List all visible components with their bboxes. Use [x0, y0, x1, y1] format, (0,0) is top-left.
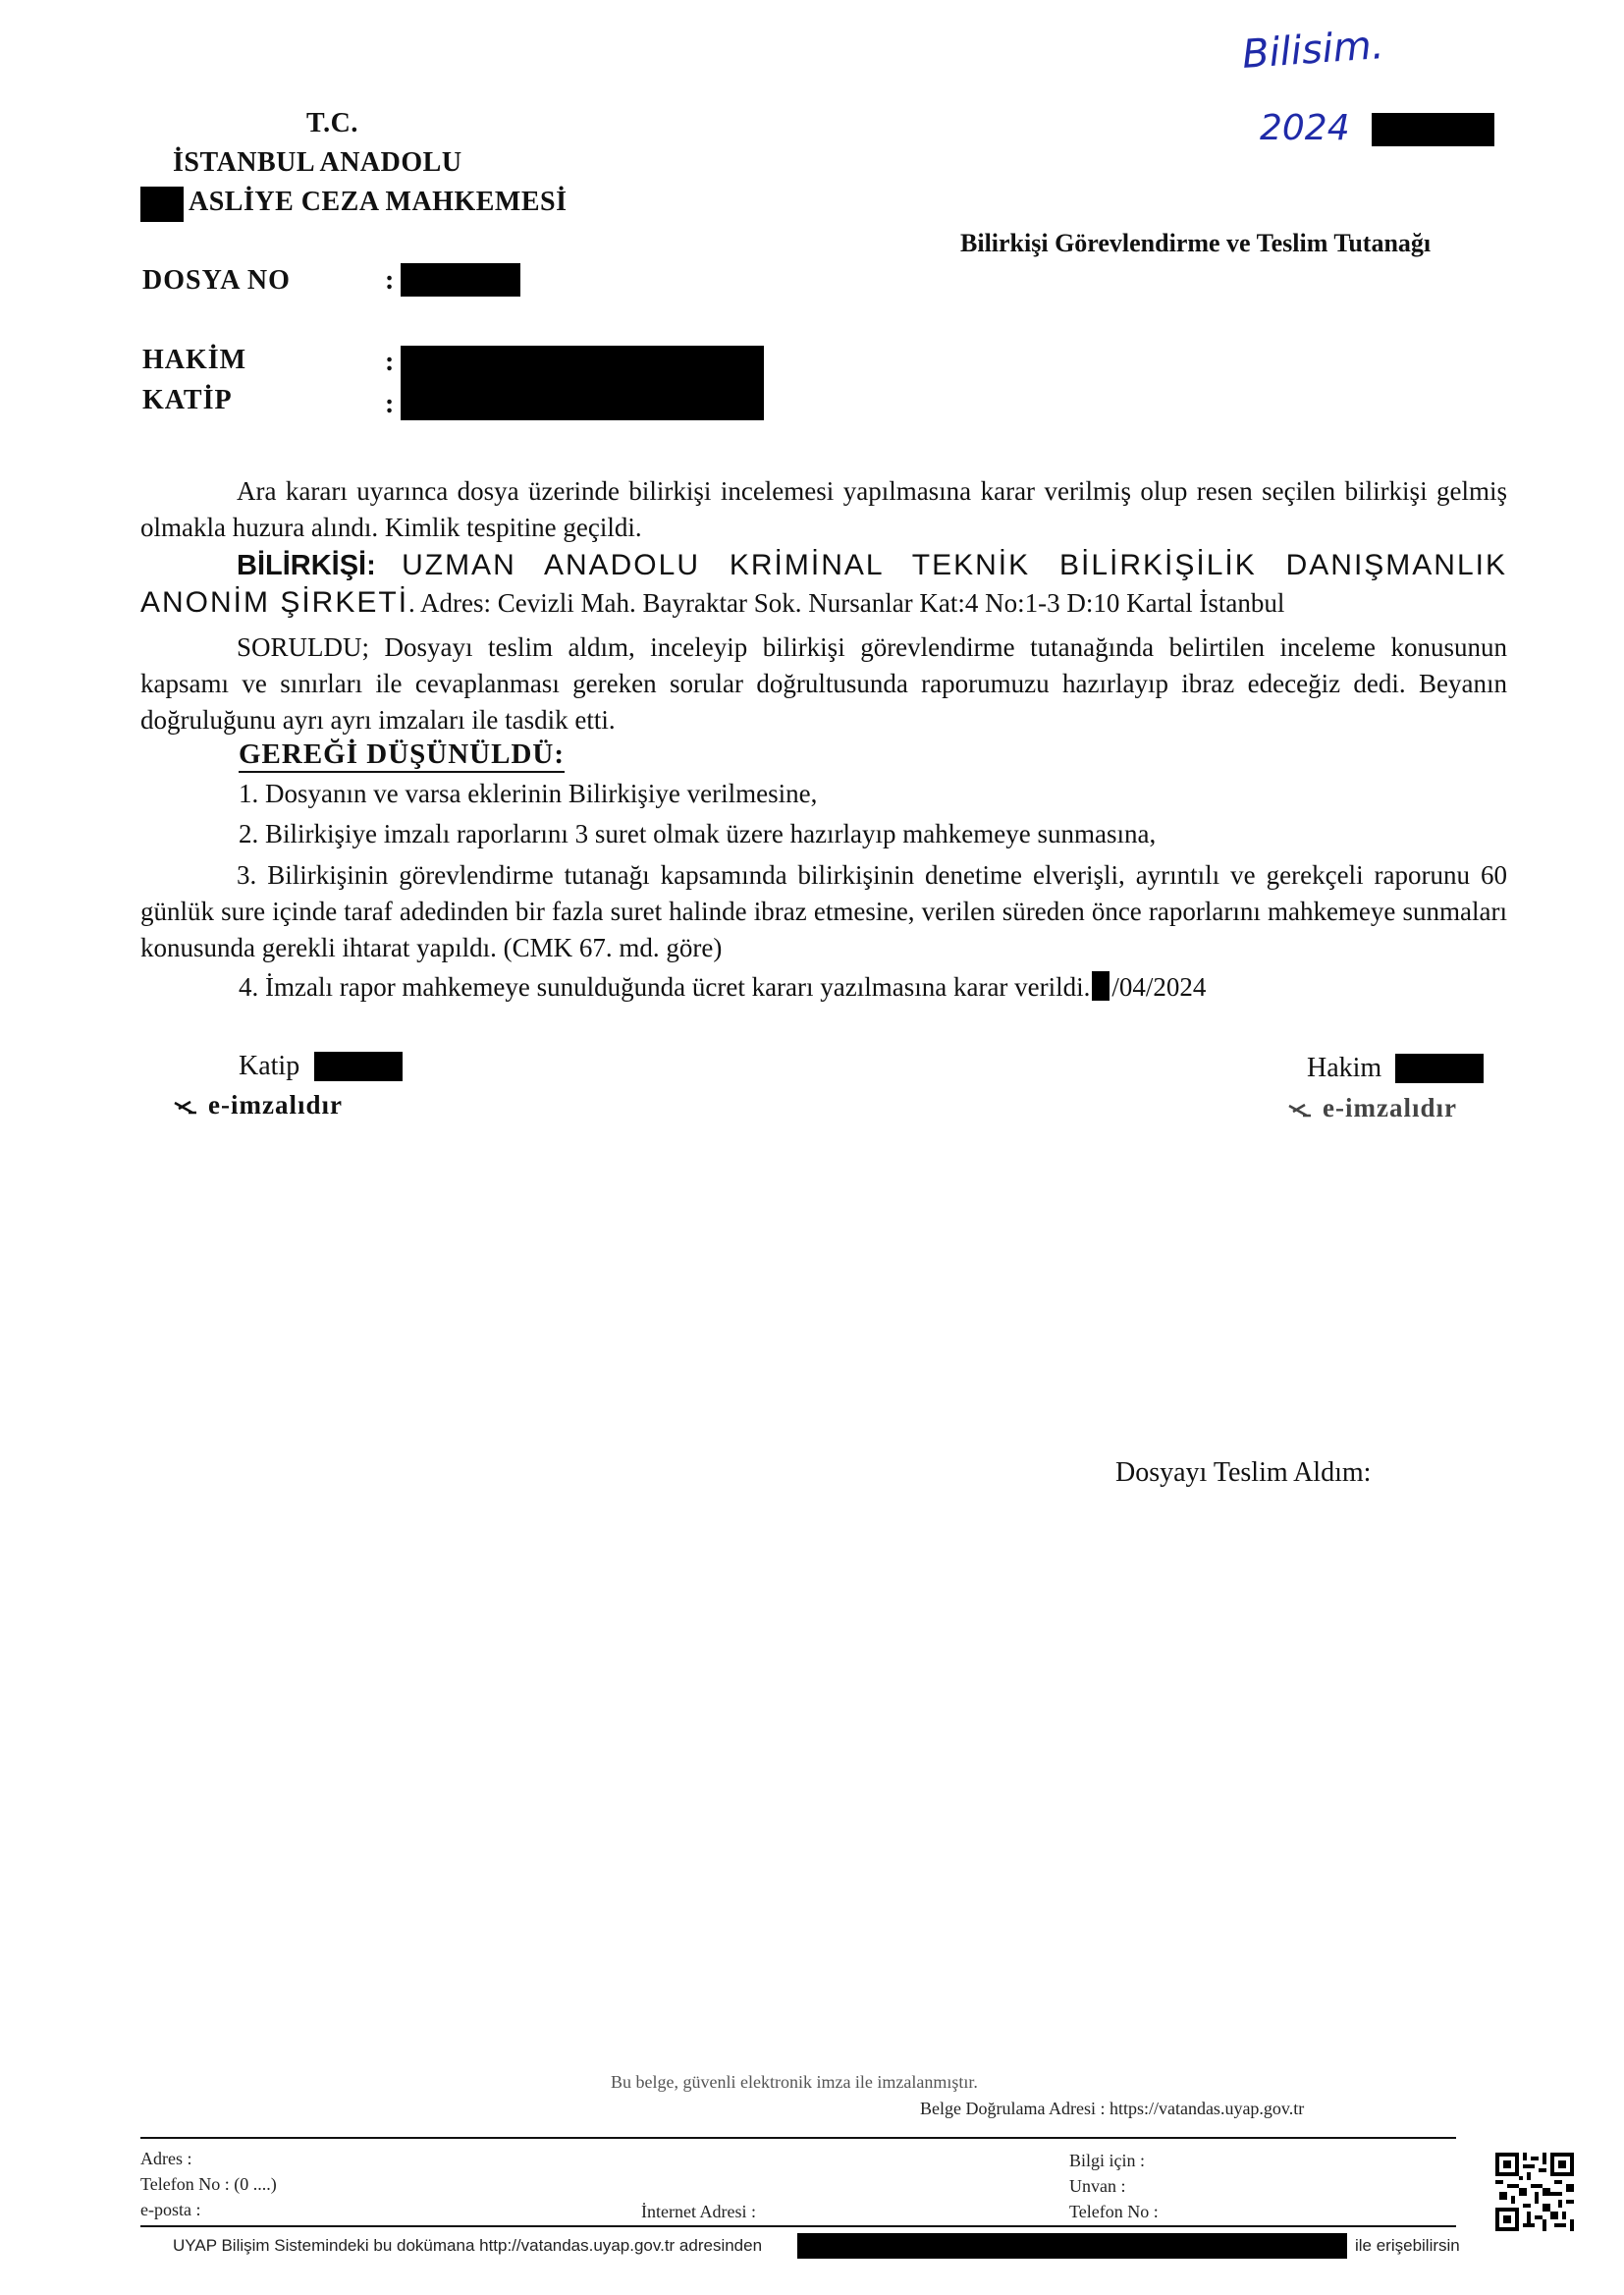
footer-top-rule — [140, 2137, 1456, 2139]
delivery-label: Dosyayı Teslim Aldım: — [1115, 1457, 1372, 1488]
bilirkisi-address: . Adres: Cevizli Mah. Bayraktar Sok. Nursanlar Kat:4 No:1-3 D:10 Kartal İstanbul — [408, 588, 1285, 618]
redaction-katip-name — [314, 1052, 403, 1081]
redaction-hakim-katip — [401, 346, 764, 420]
header-tc: T.C. — [306, 108, 358, 138]
pen-icon — [173, 1100, 198, 1116]
footer-unvan: Unvan : — [1069, 2176, 1126, 2196]
footer-telefon: Telefon No : (0 ....) — [140, 2174, 277, 2194]
list-item-3: 3. Bilirkişinin görevlendirme tutanağı kapsamında bilirkişinin denetime elverişli, ayrıntılı ve gerekçeli raporunu 60 günlük sure içinde taraf adedinden bir fazla suret halinde ibraz etmesine, verilen süreden önce raporlarını mahkemeye sunmaları konusunda gerekli ihtarat yapıldı. (CMK 67. md. göre) — [140, 860, 1507, 962]
paragraph-bilirkisi — [140, 547, 1507, 622]
footer-eposta: e-posta : — [140, 2200, 201, 2219]
katip-esignature-text: e-imzalıdır — [208, 1090, 343, 1120]
hakim-label: HAKİM — [142, 345, 247, 375]
redaction-date-day — [1092, 971, 1110, 1001]
hakim-signature-label: Hakim — [1307, 1053, 1382, 1083]
list-item-2: 2. Bilirkişiye imzalı raporlarını 3 suret olmak üzere hazırlayıp mahkemeye sunmasına, — [239, 819, 1157, 848]
secure-signature-note: Bu belge, güvenli elektronik imza ile imzalanmıştır. — [611, 2072, 978, 2092]
handwritten-note-line2: 2024 — [1260, 108, 1350, 148]
qr-code — [1495, 2153, 1574, 2231]
footer-bottom-rule — [140, 2225, 1456, 2227]
dosya-no-label: DOSYA NO — [142, 265, 291, 296]
gerregi-title — [239, 738, 565, 771]
redaction-dosya-no — [401, 263, 520, 297]
uyap-access-prefix: UYAP Bilişim Sistemindeki bu dokümana http://vatandas.uyap.gov.tr adresinden — [173, 2236, 763, 2255]
paragraph-intro: Ara kararı uyarınca dosya üzerinde bilirkişi incelemesi yapılmasına karar verilmiş olup resen seçilen bilirkişi gelmiş olmakla huzura alındı. Kimlik tespitine geçildi. — [140, 476, 1507, 542]
list-item-4 — [239, 969, 1206, 1006]
document-title: Bilirkişi Görevlendirme ve Teslim Tutanağı — [960, 229, 1432, 257]
verification-address: Belge Doğrulama Adresi : https://vatandas.uyap.gov.tr — [920, 2099, 1305, 2118]
katip-colon: : — [385, 389, 395, 419]
katip-label: KATİP — [142, 385, 233, 415]
redaction-handwritten-number — [1372, 113, 1494, 146]
paragraph-soruldu: SORULDU; Dosyayı teslim aldım, inceleyip bilirkişi görevlendirme tutanağında belirtilen inceleme konusunun kapsamı ve sınırları ile cevaplanması gereken sorular doğrultusunda raporumuzu hazırlayıp ibraz edeceğiz dedi. Beyanın doğruluğunu ayrı ayrı imzaları ile tasdik etti. — [140, 632, 1507, 735]
list-item-4-text: 4. İmzalı rapor mahkemeye sunulduğunda ücret kararı yazılmasına karar verildi. — [239, 972, 1091, 1002]
handwritten-note-line1: Bilisim. — [1240, 23, 1385, 78]
bilirkisi-label: BİLİRKİŞİ: — [237, 550, 376, 581]
hakim-esignature — [1287, 1093, 1457, 1123]
header-court-line2: ASLİYE CEZA MAHKEMESİ — [189, 187, 568, 217]
hakim-colon: : — [385, 347, 395, 377]
redaction-uyap-code — [797, 2233, 1347, 2259]
bilirkisi-name-part2: ANONİM ŞİRKETİ — [140, 586, 409, 619]
redaction-court-number — [140, 187, 184, 222]
pen-icon — [1287, 1103, 1313, 1119]
list-item-1: 1. Dosyanın ve varsa eklerinin Bilirkişiye verilmesine, — [239, 779, 818, 808]
footer-adres: Adres : — [140, 2149, 192, 2168]
katip-esignature — [173, 1090, 343, 1120]
katip-signature-label: Katip — [239, 1051, 300, 1081]
header-court-line1: İSTANBUL ANADOLU — [173, 147, 462, 178]
footer-internet: İnternet Adresi : — [641, 2202, 756, 2221]
hakim-esignature-text: e-imzalıdır — [1323, 1093, 1457, 1122]
list-item-4-date: /04/2024 — [1111, 972, 1207, 1002]
bilirkisi-name-part1: UZMAN ANADOLU KRİMİNAL TEKNİK BİLİRKİŞİLİK DANIŞMANLIK — [402, 549, 1508, 581]
footer-bilgi: Bilgi için : — [1069, 2151, 1146, 2170]
redaction-hakim-name — [1395, 1054, 1484, 1083]
dosya-no-colon: : — [385, 265, 395, 296]
uyap-access-suffix: ile erişebilirsin — [1355, 2236, 1460, 2255]
footer-telefon2: Telefon No : — [1069, 2202, 1159, 2221]
gerregi-title-text: GEREĞİ DÜŞÜNÜLDÜ: — [239, 738, 565, 773]
